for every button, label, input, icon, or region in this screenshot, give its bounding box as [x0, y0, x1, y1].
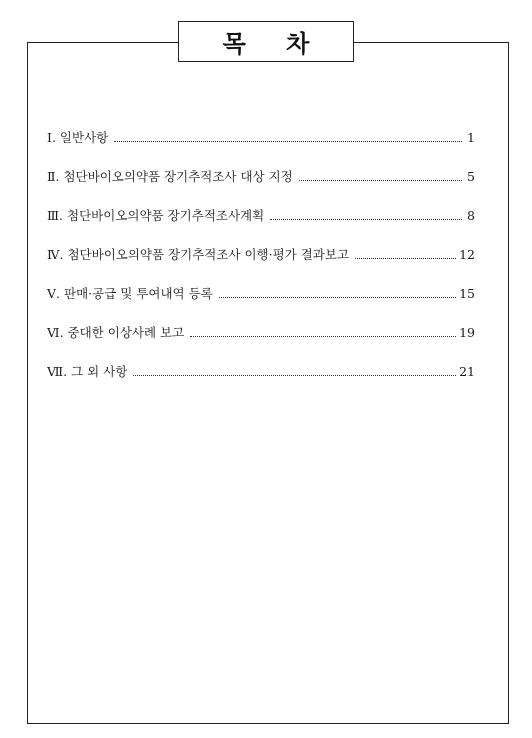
dot-leader — [133, 375, 456, 376]
toc-title: 첨단바이오의약품 장기추적조사 대상 지정 — [63, 169, 293, 184]
toc-page-number: 21 — [459, 364, 475, 379]
toc-title: 첨단바이오의약품 장기추적조사 이행·평가 결과보고 — [67, 247, 350, 262]
dot-leader — [355, 258, 456, 259]
toc-page-number: 12 — [459, 247, 475, 262]
toc-numeral: Ⅶ. — [47, 364, 68, 379]
toc-page-number: 15 — [459, 286, 475, 301]
toc-numeral: Ⅳ. — [47, 247, 64, 262]
title-box — [178, 21, 354, 62]
dot-leader — [299, 180, 462, 181]
toc-title: 판매·공급 및 투여내역 등록 — [64, 286, 213, 301]
toc-entry-2[interactable] — [47, 167, 475, 187]
dot-leader — [114, 141, 462, 142]
toc-entry-4[interactable] — [47, 245, 475, 265]
toc-page-number: 19 — [459, 325, 475, 340]
toc-entry-6[interactable] — [47, 323, 475, 343]
toc-numeral: Ⅲ. — [47, 208, 64, 223]
toc-title: 그 외 사항 — [71, 364, 128, 379]
toc-numeral: Ⅴ. — [47, 286, 61, 301]
dot-leader — [190, 336, 456, 337]
toc-page-number: 8 — [467, 208, 475, 223]
toc-page-number: 5 — [467, 169, 475, 184]
toc-title: 중대한 이상사례 보고 — [67, 325, 185, 340]
toc-page-number: 1 — [467, 130, 475, 145]
toc-numeral: Ⅰ. — [47, 130, 56, 145]
toc-title: 일반사항 — [59, 130, 109, 145]
page-title: 목 차 — [222, 30, 326, 58]
toc-list — [47, 128, 475, 401]
toc-entry-5[interactable] — [47, 284, 475, 304]
toc-entry-7[interactable] — [47, 362, 475, 382]
toc-numeral: Ⅱ. — [47, 169, 60, 184]
toc-entry-1[interactable] — [47, 128, 475, 148]
toc-entry-3[interactable] — [47, 206, 475, 226]
dot-leader — [219, 297, 456, 298]
dot-leader — [270, 219, 462, 220]
toc-title: 첨단바이오의약품 장기추적조사계획 — [67, 208, 265, 223]
toc-numeral: Ⅵ. — [47, 325, 64, 340]
